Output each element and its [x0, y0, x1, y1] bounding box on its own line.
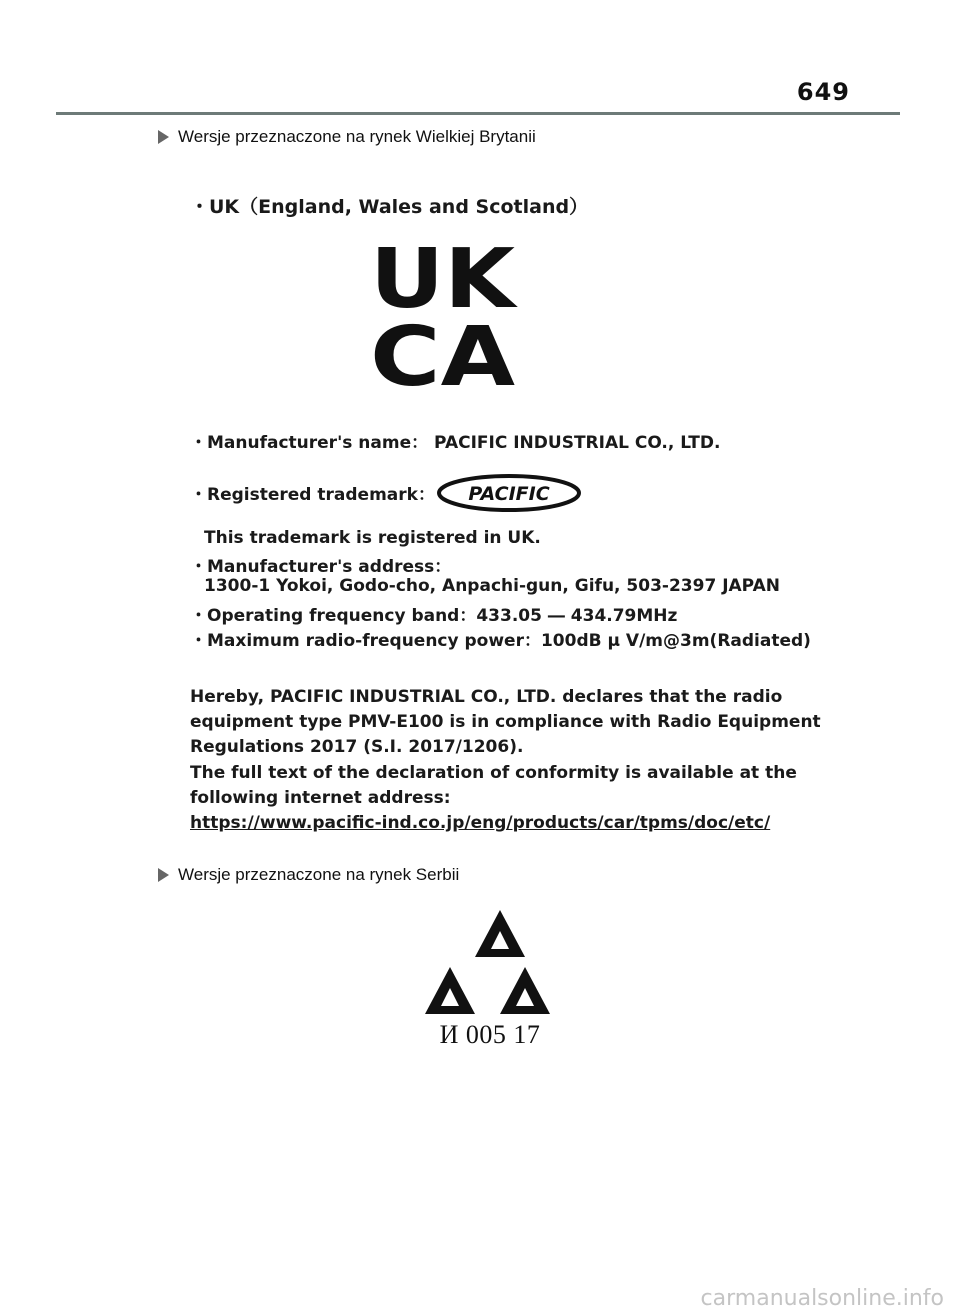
ukca-mark-bottom: CA [370, 310, 516, 390]
ukca-mark-top: UK [370, 245, 519, 327]
cert-declaration-line: following internet address: [190, 788, 451, 808]
page-number: 649 [796, 78, 850, 106]
header-rule [56, 112, 900, 115]
triangle-bullet-icon [158, 130, 169, 144]
cert-trademark-note: This trademark is registered in UK. [204, 528, 541, 548]
section-heading-serbia-text: Wersje przeznaczone na rynek Serbii [178, 865, 460, 884]
cert-frequency: ・Operating frequency band：433.05 ― 434.79MHz [190, 606, 678, 626]
cert-url-link[interactable]: https://www.pacific-ind.co.jp/eng/products/car/tpms/doc/etc/ [190, 813, 771, 833]
section-heading-uk [158, 127, 536, 147]
cert-declaration-line: The full text of the declaration of conformity is available at the [190, 763, 797, 783]
cert-trademark-label: ・Registered trademark： [190, 485, 435, 505]
cert-address: 1300-1 Yokoi, Godo-cho, Anpachi-gun, Gifu, 503-2397 JAPAN [204, 576, 780, 596]
section-heading-uk-text: Wersje przeznaczone na rynek Wielkiej Brytanii [178, 127, 536, 146]
serbia-code: И 005 17 [439, 1020, 541, 1049]
cert-region: ・UK（England, Wales and Scotland） [190, 196, 589, 218]
cert-declaration-line: Regulations 2017 (S.I. 2017/1206). [190, 737, 524, 757]
cert-power: ・Maximum radio-frequency power：100dB μ V/m@3m(Radiated) [190, 631, 811, 651]
pacific-logo-icon [436, 473, 582, 513]
watermark: carmanualsonline.info [700, 1286, 944, 1311]
cert-declaration-line: equipment type PMV-E100 is in compliance with Radio Equipment [190, 712, 821, 732]
pacific-logo-text: PACIFIC [468, 483, 550, 505]
cert-declaration-line: Hereby, PACIFIC INDUSTRIAL CO., LTD. declares that the radio [190, 687, 783, 707]
cert-manufacturer-name: ・Manufacturer's name： PACIFIC INDUSTRIAL CO., LTD. [190, 433, 721, 453]
triangle-bullet-icon [158, 868, 169, 882]
section-heading-serbia [158, 865, 459, 885]
serbia-certificate [420, 905, 560, 1049]
ukca-mark [370, 245, 520, 390]
cert-address-label: ・Manufacturer's address： [190, 557, 452, 577]
serbia-triangle-mark-icon [420, 905, 560, 1017]
